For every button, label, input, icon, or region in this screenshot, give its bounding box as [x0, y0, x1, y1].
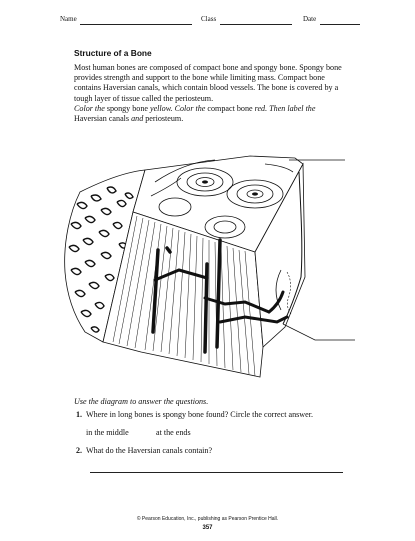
question-number: 1. [76, 410, 83, 419]
instr-term: Haversian canals [74, 114, 132, 124]
worksheet-header [60, 15, 360, 29]
class-line[interactable] [220, 24, 292, 25]
instr-term: compact bone [205, 103, 255, 113]
questions-intro: Use the diagram to answer the questions. [74, 397, 209, 406]
date-label: Date [303, 15, 317, 23]
section-paragraph: Most human bones are composed of compact bone and spongy bone. Spongy bone provides strength and support to the bone while limiting mass. Compact bone contains Haversian canals, which contain blood vessels. The bone is covered by a tough layer of tissue called the periosteum. [74, 63, 342, 103]
question-text: Where in long bones is spongy bone found? Circle the correct answer. [86, 410, 314, 419]
section-title: Structure of a Bone [74, 48, 152, 58]
instr-part: Color the [74, 103, 105, 113]
bone-diagram [55, 152, 365, 387]
question-number: 2. [76, 446, 83, 455]
question-2 [74, 446, 354, 456]
instr-part: yellow. Color the [150, 103, 206, 113]
instr-term: spongy bone [104, 103, 150, 113]
question-text: What do the Haversian canals contain? [86, 446, 213, 455]
page-number: 357 [202, 525, 213, 531]
structure-section [74, 48, 349, 124]
class-label: Class [201, 15, 217, 23]
answer-choices [74, 428, 354, 438]
name-line[interactable] [80, 24, 192, 25]
questions-section [74, 397, 354, 464]
answer-line[interactable] [90, 472, 343, 473]
instr-part: red. Then label the [254, 103, 316, 113]
instr-term: periosteum. [143, 114, 184, 124]
instr-part: and [131, 114, 144, 124]
choice-in-the-middle[interactable]: in the middle [86, 428, 129, 437]
copyright-footer: © Pearson Education, Inc., publishing as Pearson Prentice Hall. [136, 516, 279, 522]
choice-at-the-ends[interactable]: at the ends [156, 428, 191, 437]
name-label: Name [60, 15, 77, 23]
coloring-instruction [74, 104, 349, 124]
date-line[interactable] [320, 24, 360, 25]
question-1 [74, 410, 354, 420]
